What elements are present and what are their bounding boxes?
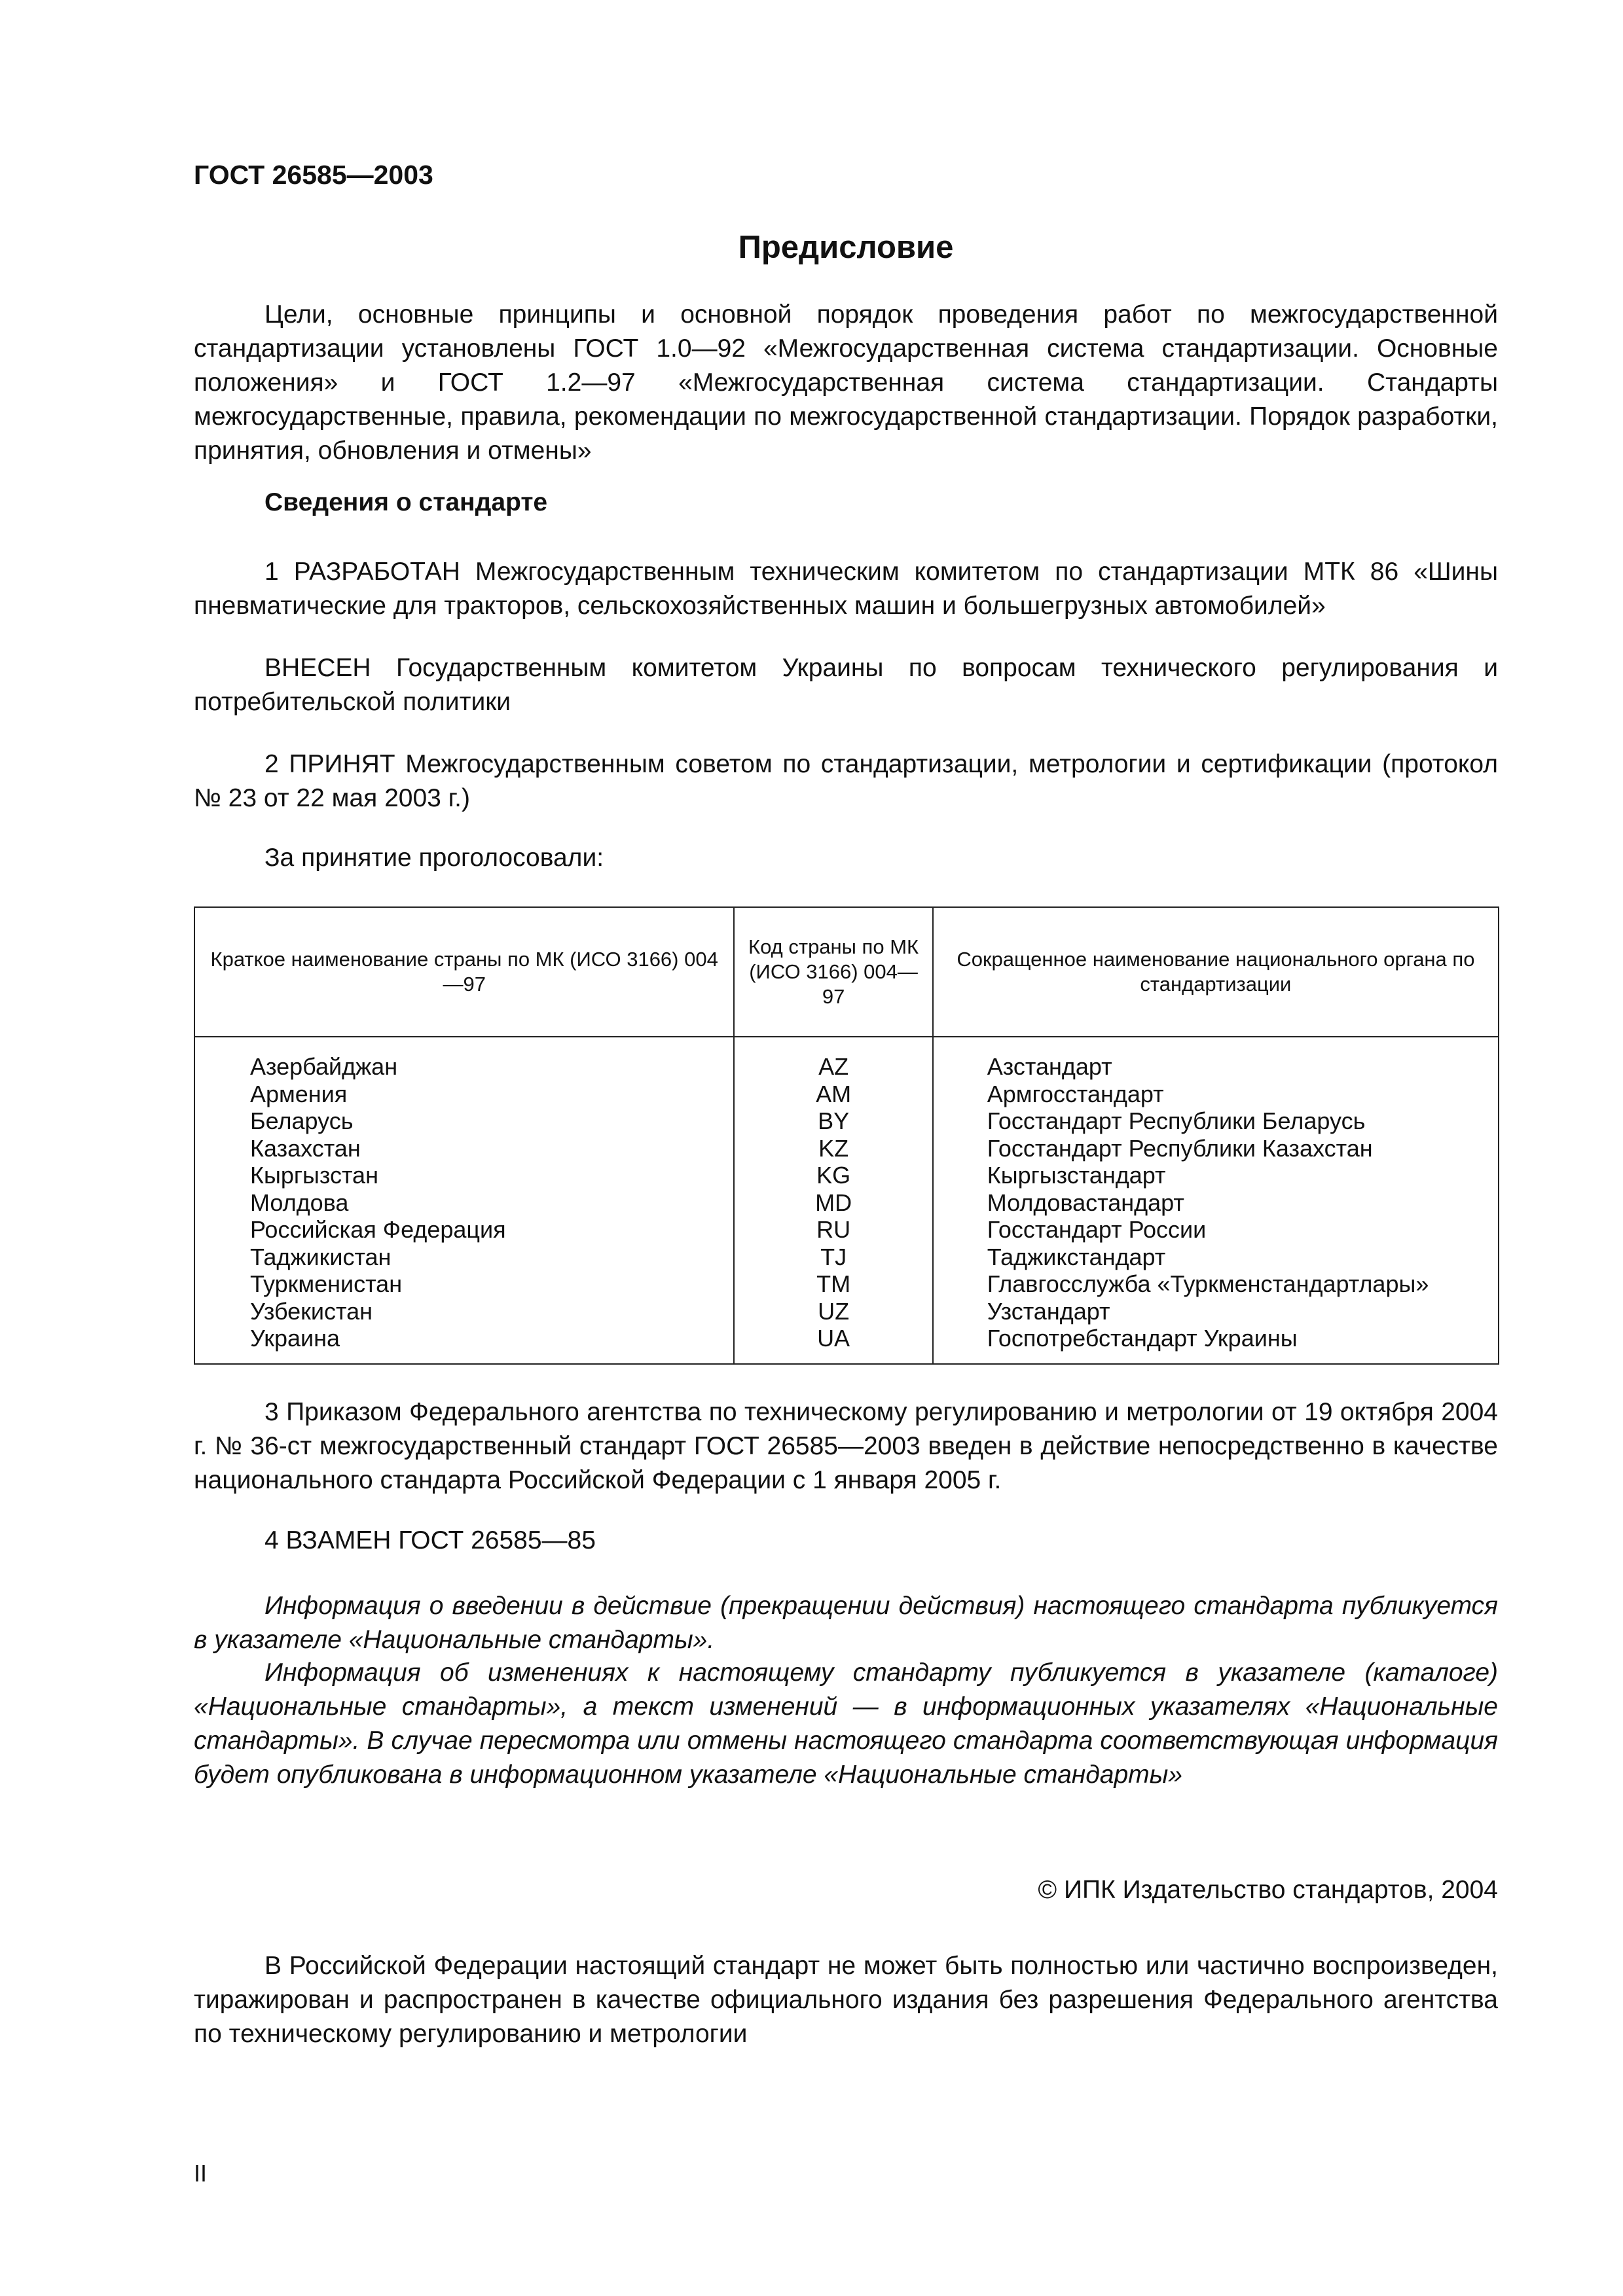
- page-title: Предисловие: [738, 230, 954, 265]
- country-name: Армения: [250, 1080, 348, 1107]
- item-introduced: ВНЕСЕН Государственным комитетом Украины по вопросам технического регулирования и потребительской политики: [194, 654, 1498, 716]
- country-name: Узбекистан: [250, 1297, 373, 1325]
- country-code: AM: [816, 1080, 852, 1107]
- voted-label: За принятие проголосовали:: [264, 844, 604, 872]
- country-name: Молдова: [250, 1189, 349, 1216]
- standards-body: Узстандарт: [987, 1297, 1110, 1325]
- table-column-code: [734, 1037, 932, 1364]
- reproduction-restriction: В Российской Федерации настоящий стандарт не может быть полностью или частично воспроизведен, тиражирован и распространен в качестве официального издания без разрешения Федерального агентства по техническому регулированию и метрологии: [194, 1952, 1498, 2048]
- country-name: Кыргызстан: [250, 1162, 378, 1189]
- item-2-adopted: 2 ПРИНЯТ Межгосударственным советом по стандартизации, метрологии и сертификации (протокол № 23 от 22 мая 2003 г.): [194, 750, 1498, 812]
- item-1-developed: 1 РАЗРАБОТАН Межгосударственным техническим комитетом по стандартизации МТК 86 «Шины пневматические для тракторов, сельскохозяйственных машин и большегрузных автомобилей»: [194, 558, 1498, 620]
- item-4-replaces: 4 ВЗАМЕН ГОСТ 26585—85: [264, 1526, 596, 1554]
- country-code: KG: [816, 1162, 851, 1189]
- standards-body: Молдовастандарт: [987, 1189, 1184, 1216]
- table-column-body: [933, 1037, 1499, 1364]
- standards-body: Главгосслужба «Туркменстандартлары»: [987, 1270, 1429, 1297]
- standards-body: Госстандарт Республики Беларусь: [987, 1107, 1366, 1134]
- country-name: Азербайджан: [250, 1053, 398, 1080]
- standards-body: Госстандарт Республики Казахстан: [987, 1134, 1373, 1162]
- country-name: Казахстан: [250, 1134, 361, 1162]
- country-code: UA: [817, 1325, 850, 1352]
- document-page: [194, 0, 1498, 2296]
- info-changes-notice: Информация об изменениях к настоящему стандарту публикуется в указателе (каталоге) «Национальные стандарты», а текст изменений — в информационных указателях «Национальные стандарты». В случае пересмотра или отмены настоящего стандарта соответствующая информация будет опубликована в информационном указателе «Национальные стандарты»: [194, 1659, 1498, 1789]
- country-name: Украина: [250, 1325, 340, 1352]
- country-name: Таджикистан: [250, 1243, 392, 1270]
- item-3-enactment: 3 Приказом Федерального агентства по техническому регулированию и метрологии от 19 октября 2004 г. № 36-ст межгосударственный стандарт ГОСТ 26585—2003 введен в действие непосредственно в качестве национального стандарта Российской Федерации с 1 января 2005 г.: [194, 1398, 1498, 1494]
- table-header-body: Сокращенное наименование национального органа по стандартизации: [933, 907, 1499, 1037]
- info-enactment-notice: Информация о введении в действие (прекращении действия) настоящего стандарта публикуется в указателе «Национальные стандарты».: [194, 1592, 1498, 1654]
- standards-body: Азстандарт: [987, 1053, 1112, 1080]
- country-name: Российская Федерация: [250, 1216, 506, 1243]
- section-title: Сведения о стандарте: [264, 488, 548, 516]
- country-code: TM: [816, 1270, 851, 1297]
- voting-table: [194, 906, 1499, 1365]
- country-code: AZ: [818, 1053, 849, 1080]
- copyright-notice: © ИПК Издательство стандартов, 2004: [1038, 1876, 1498, 1904]
- intro-paragraph: Цели, основные принципы и основной порядок проведения работ по межгосударственной стандартизации установлены ГОСТ 1.0—92 «Межгосударственная система стандартизации. Основные положения» и ГОСТ 1.2—97 «Межгосударственная система стандартизации. Стандарты межгосударственные, правила, рекомендации по межгосударственной стандартизации. Порядок разработки, принятия, обновления и отмены»: [194, 300, 1498, 465]
- table-column-country: [194, 1037, 734, 1364]
- page-number: II: [194, 2160, 208, 2187]
- country-name: Беларусь: [250, 1107, 354, 1134]
- standards-body: Кыргызстандарт: [987, 1162, 1166, 1189]
- country-code: TJ: [820, 1243, 847, 1270]
- standards-body: Госпотребстандарт Украины: [987, 1325, 1298, 1352]
- standards-body: Таджикстандарт: [987, 1243, 1166, 1270]
- country-code: UZ: [818, 1297, 850, 1325]
- country-code: RU: [816, 1216, 851, 1243]
- document-id-header: ГОСТ 26585—2003: [194, 160, 433, 190]
- standards-body: Госстандарт России: [987, 1216, 1207, 1243]
- country-code: MD: [815, 1189, 852, 1216]
- country-name: Туркменистан: [250, 1270, 403, 1297]
- table-header-code: Код страны по МК (ИСО 3166) 004—97: [734, 907, 932, 1037]
- country-code: KZ: [818, 1134, 849, 1162]
- country-code: BY: [818, 1107, 850, 1134]
- standards-body: Армгосстандарт: [987, 1080, 1164, 1107]
- table-header-country: Краткое наименование страны по МК (ИСО 3166) 004—97: [194, 907, 734, 1037]
